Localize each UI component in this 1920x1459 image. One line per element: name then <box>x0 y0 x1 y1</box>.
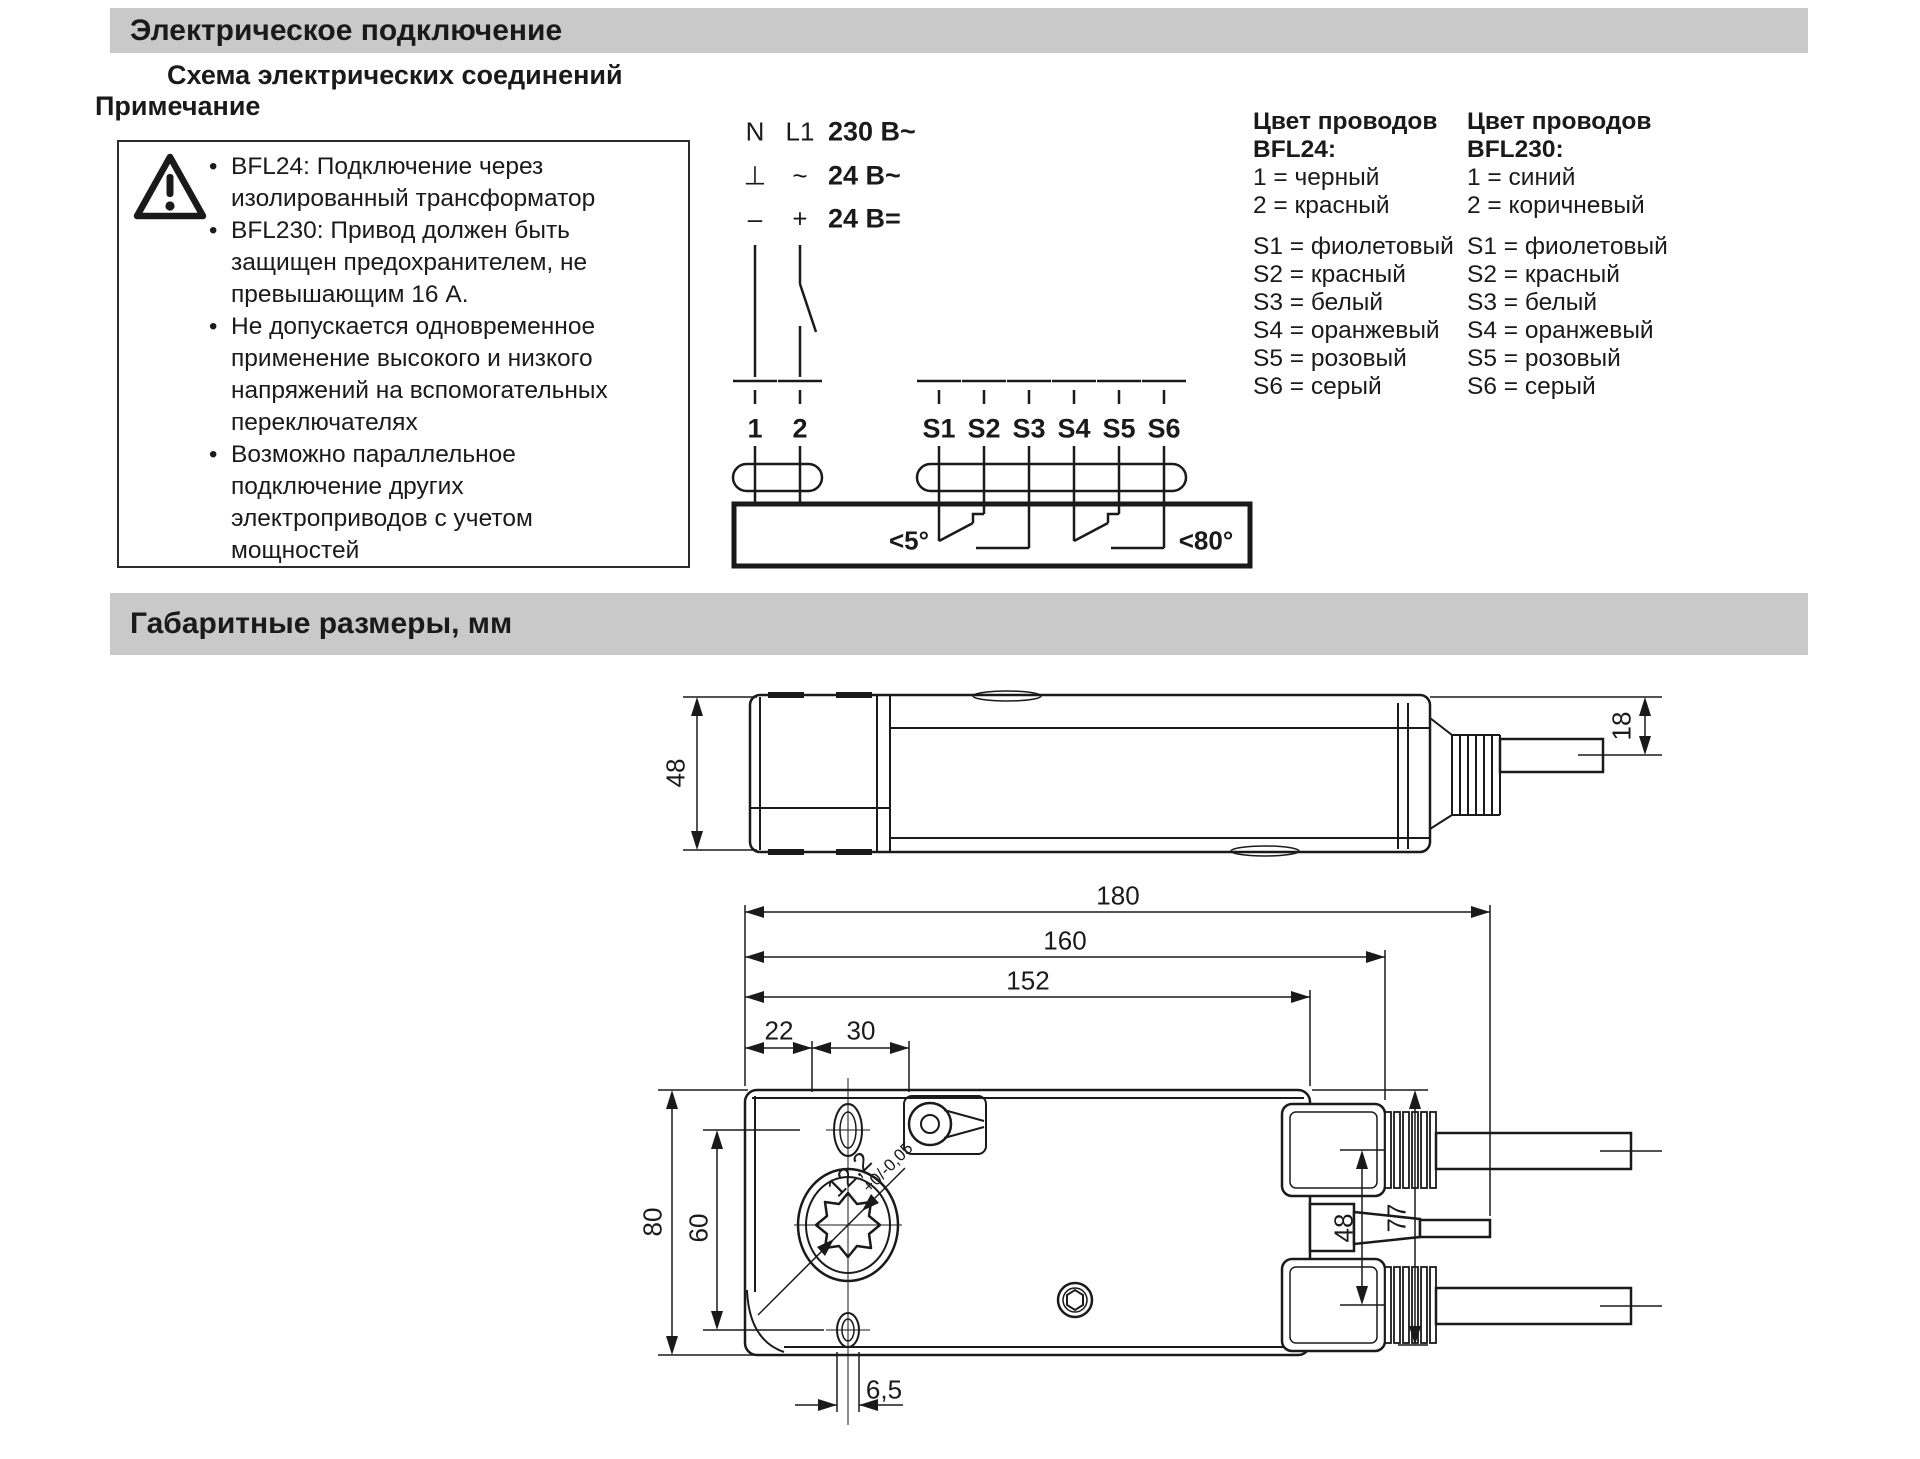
warning-note: • BFL24: Подключение через изолированный трансформатор <box>205 151 647 215</box>
wire-color-row: S2 = красный <box>1467 261 1620 288</box>
terminal-2-label: 2 <box>792 413 808 444</box>
terminal-s4-label: S4 <box>1057 413 1091 444</box>
dim-body-length: 152 <box>1006 965 1050 996</box>
wire-color-row: S4 = оранжевый <box>1253 317 1440 344</box>
voltage-230v-label: 230 В~ <box>828 116 916 147</box>
terminal-s2-label: S2 <box>967 413 1001 444</box>
wiring-diagram <box>700 95 1280 580</box>
terminal-l1-label: L1 <box>785 116 815 147</box>
dim-edge-offset: 22 <box>764 1015 794 1046</box>
terminal-s5-label: S5 <box>1102 413 1136 444</box>
dim-cable-offset: 18 <box>1606 711 1637 741</box>
minus-symbol: – <box>747 203 763 234</box>
side-view-dim-lines <box>683 697 1662 850</box>
top-view-drawing <box>637 880 1700 1459</box>
wire-color-row: S6 = серый <box>1253 373 1382 400</box>
spacer <box>1467 220 1677 233</box>
plus-symbol: + <box>792 203 808 234</box>
dim-height: 80 <box>637 1207 668 1237</box>
warning-note: • Возможно параллельное подключение других электроприводов с учетом мощностей <box>205 439 647 567</box>
voltage-24vac-label: 24 В~ <box>828 160 901 191</box>
wire-color-row: S3 = белый <box>1467 289 1598 316</box>
dim-side-height: 48 <box>660 758 691 788</box>
warning-note: • BFL230: Привод должен быть защищен предохранителем, не превышающим 16 А. <box>205 215 647 311</box>
dim-shaft-tolerance: +0/-0,05 <box>858 1138 917 1197</box>
section-header-dimensions <box>110 593 1808 655</box>
wire-colors-bfl24 <box>1253 108 1463 401</box>
note-title: Примечание <box>95 91 261 121</box>
section-title: Габаритные размеры, мм <box>130 607 513 640</box>
dim-shaft-value: 12,2 <box>820 1145 878 1203</box>
section-title: Электрическое подключение <box>130 13 563 47</box>
wire-color-row: S1 = фиолетовый <box>1253 233 1454 260</box>
spacer <box>1253 220 1463 233</box>
wire-color-row: 1 = синий <box>1467 164 1576 191</box>
wire-color-row: S4 = оранжевый <box>1467 317 1654 344</box>
warning-note: • Не допускается одновременное применение высокого и низкого напряжений на вспомогательных переключателях <box>205 311 647 439</box>
terminal-s1-label: S1 <box>922 413 956 444</box>
wire-colors-model: BFL230: <box>1467 136 1564 163</box>
wire-color-row: S1 = фиолетовый <box>1467 233 1668 260</box>
ac-symbol: ~ <box>792 160 808 191</box>
section-header-electrical <box>110 8 1808 53</box>
wire-colors-bfl230 <box>1467 108 1677 401</box>
dim-total-height: 77 <box>1381 1203 1412 1233</box>
side-view-dim-arrows <box>691 697 1651 850</box>
wire-color-row: 1 = черный <box>1253 164 1380 191</box>
wire-color-row: S3 = белый <box>1253 289 1384 316</box>
dim-clamp-offset: 30 <box>846 1015 876 1046</box>
side-view-clips <box>768 692 872 855</box>
terminal-1-label: 1 <box>747 413 763 444</box>
dim-hole-spacing: 60 <box>683 1213 714 1243</box>
switch2-angle-label: <80° <box>1178 525 1234 556</box>
warning-triangle-icon <box>133 152 207 224</box>
dim-to-gland: 160 <box>1043 925 1087 956</box>
top-view-body <box>745 1078 1310 1425</box>
voltage-24vdc-label: 24 В= <box>828 203 901 234</box>
dim-overall-length: 180 <box>1096 880 1140 911</box>
side-view-body <box>750 691 1662 856</box>
terminal-s3-label: S3 <box>1012 413 1046 444</box>
ground-symbol: ⊥ <box>743 160 767 191</box>
wire-color-row: S5 = розовый <box>1253 345 1407 372</box>
side-view-drawing <box>640 680 1680 870</box>
wire-colors-model: BFL24: <box>1253 136 1337 163</box>
dim-slot-width: 6,5 <box>865 1374 903 1405</box>
switch1-angle-label: <5° <box>888 525 930 556</box>
terminal-n-label: N <box>745 116 765 147</box>
wire-colors-title: Цвет проводов <box>1467 108 1652 135</box>
dim-cable-spacing: 48 <box>1328 1213 1359 1243</box>
wire-color-row: S6 = серый <box>1467 373 1596 400</box>
wire-color-row: S5 = розовый <box>1467 345 1621 372</box>
wire-color-row: 2 = красный <box>1253 192 1390 219</box>
wire-colors-title: Цвет проводов <box>1253 108 1438 135</box>
warning-notes-list <box>205 151 647 567</box>
terminal-s6-label: S6 <box>1147 413 1181 444</box>
wire-color-row: S2 = красный <box>1253 261 1406 288</box>
scheme-title: Схема электрических соединений <box>167 60 623 90</box>
wire-color-row: 2 = коричневый <box>1467 192 1645 219</box>
actuator-body-outline <box>734 504 1250 566</box>
